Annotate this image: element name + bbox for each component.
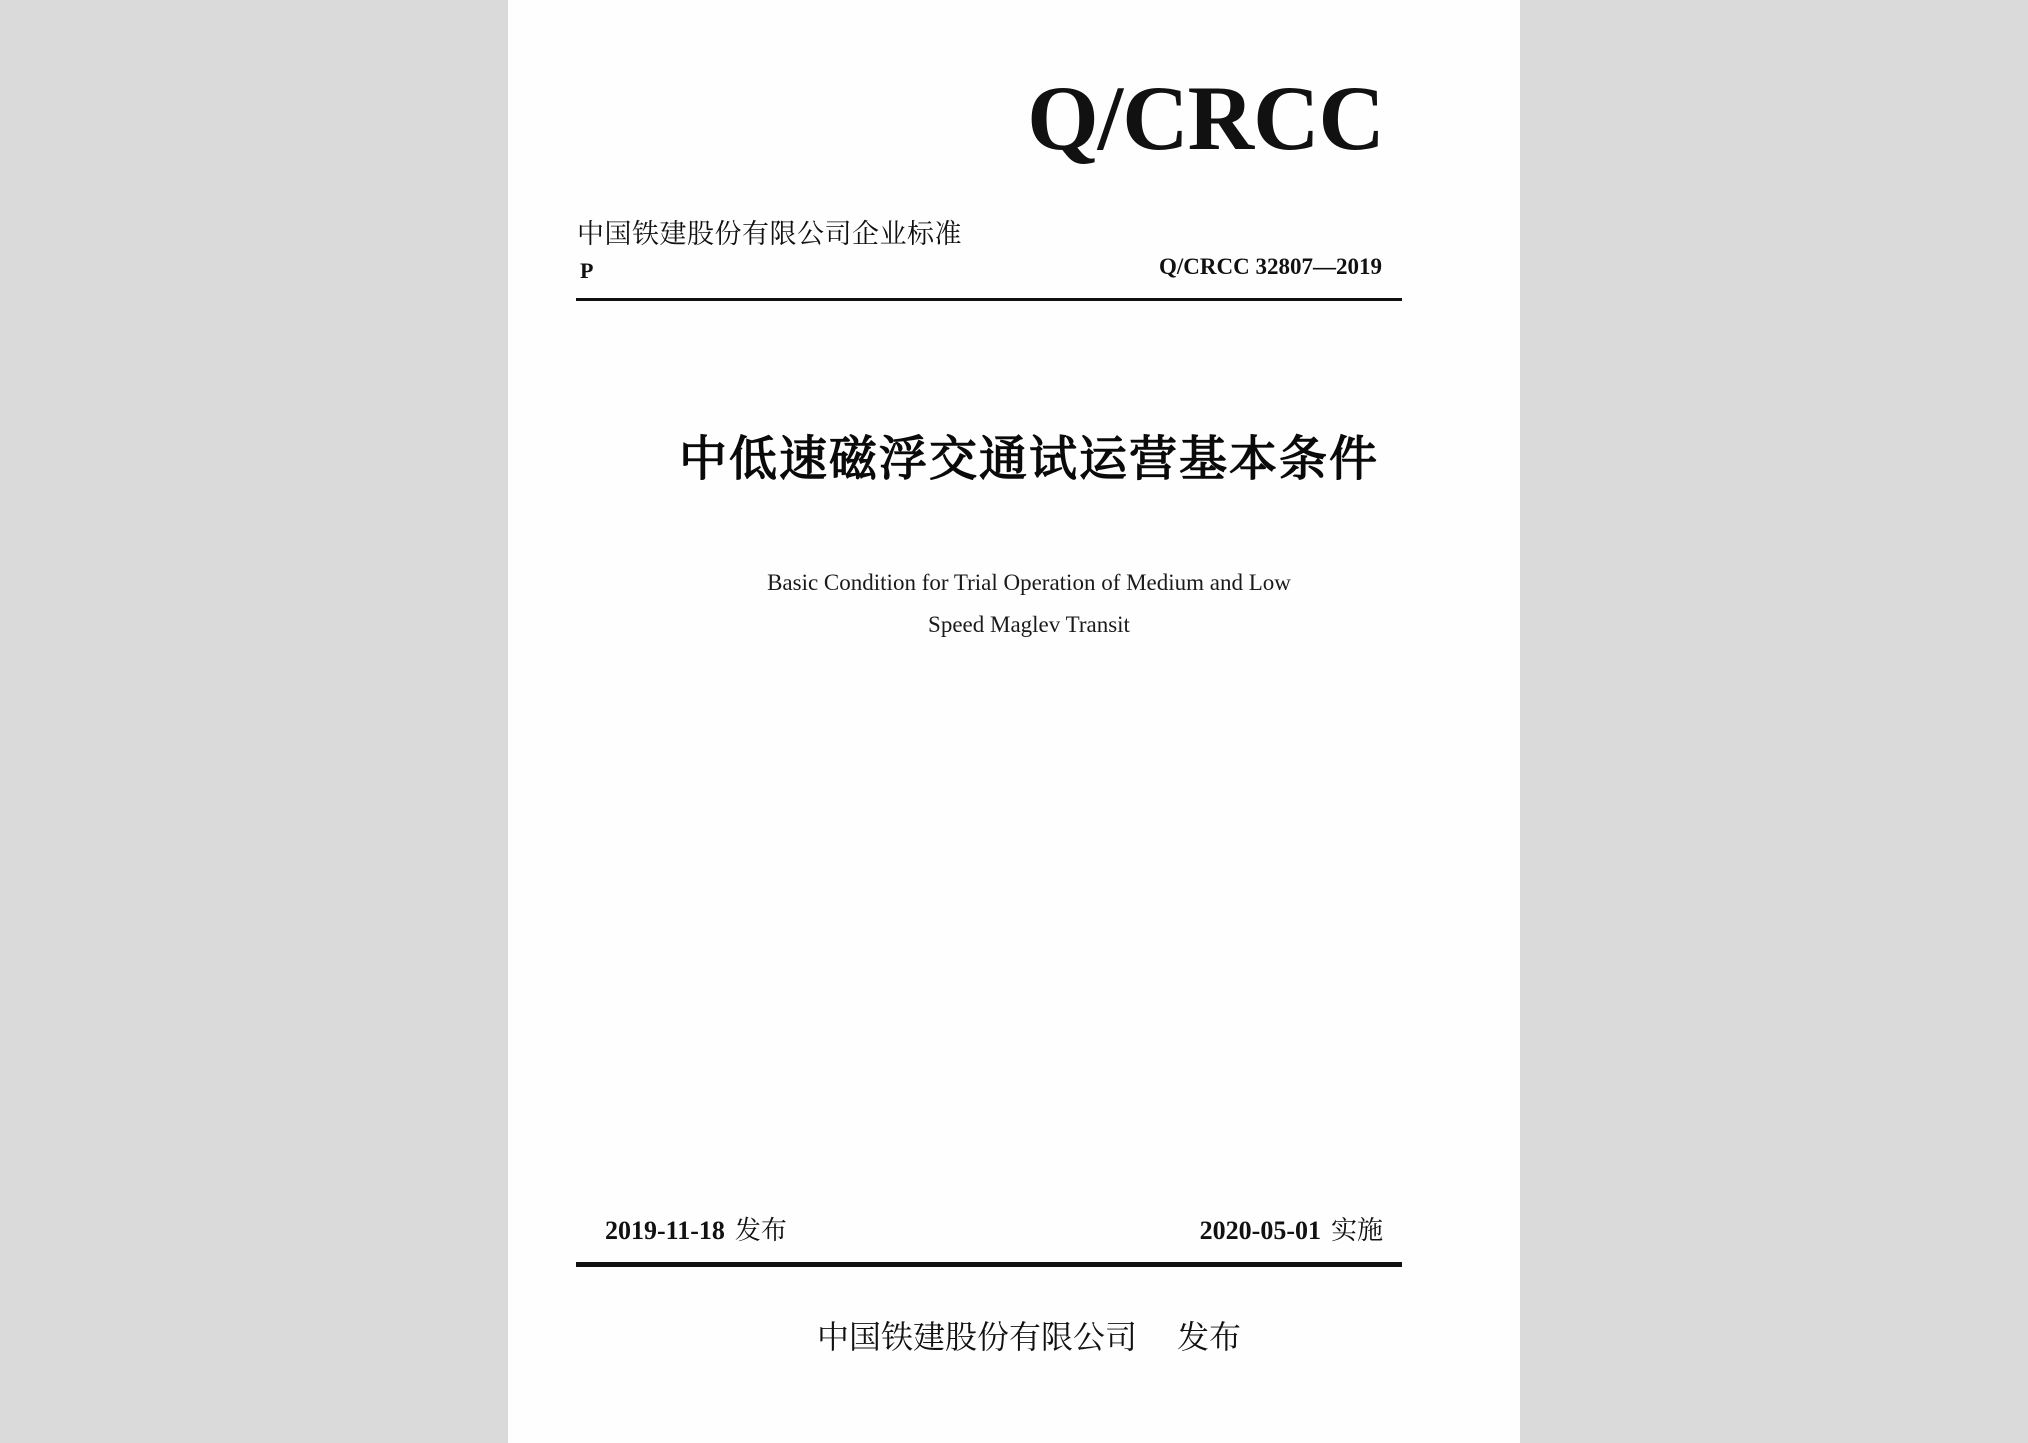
org-standard-label: 中国铁建股份有限公司企业标准	[577, 219, 962, 250]
standard-logo: Q/CRCC	[1027, 67, 1384, 169]
issue-date: 2019-11-18	[605, 1216, 725, 1245]
implementation-label: 实施	[1330, 1216, 1383, 1246]
publish-label: 发布	[1177, 1318, 1242, 1356]
implementation-date-block	[1200, 1210, 1383, 1247]
english-title-line-1: Basic Condition for Trial Operation of Medium and Low	[767, 570, 1291, 595]
document-title-chinese: 中低速磁浮交通试运营基本条件	[678, 431, 1379, 487]
document-cover	[508, 0, 1520, 1443]
top-divider	[576, 298, 1402, 301]
document-title-english	[508, 562, 1520, 646]
issue-date-block	[605, 1210, 787, 1247]
issue-label: 发布	[734, 1216, 787, 1246]
publisher-line	[508, 1312, 1520, 1358]
english-title-line-2: Speed Maglev Transit	[928, 612, 1130, 637]
standard-number: Q/CRCC 32807—2019	[1159, 254, 1382, 279]
implementation-date: 2020-05-01	[1199, 1216, 1321, 1245]
category-code: P	[580, 258, 594, 283]
publisher-name: 中国铁建股份有限公司	[816, 1318, 1137, 1356]
bottom-divider	[576, 1262, 1402, 1267]
